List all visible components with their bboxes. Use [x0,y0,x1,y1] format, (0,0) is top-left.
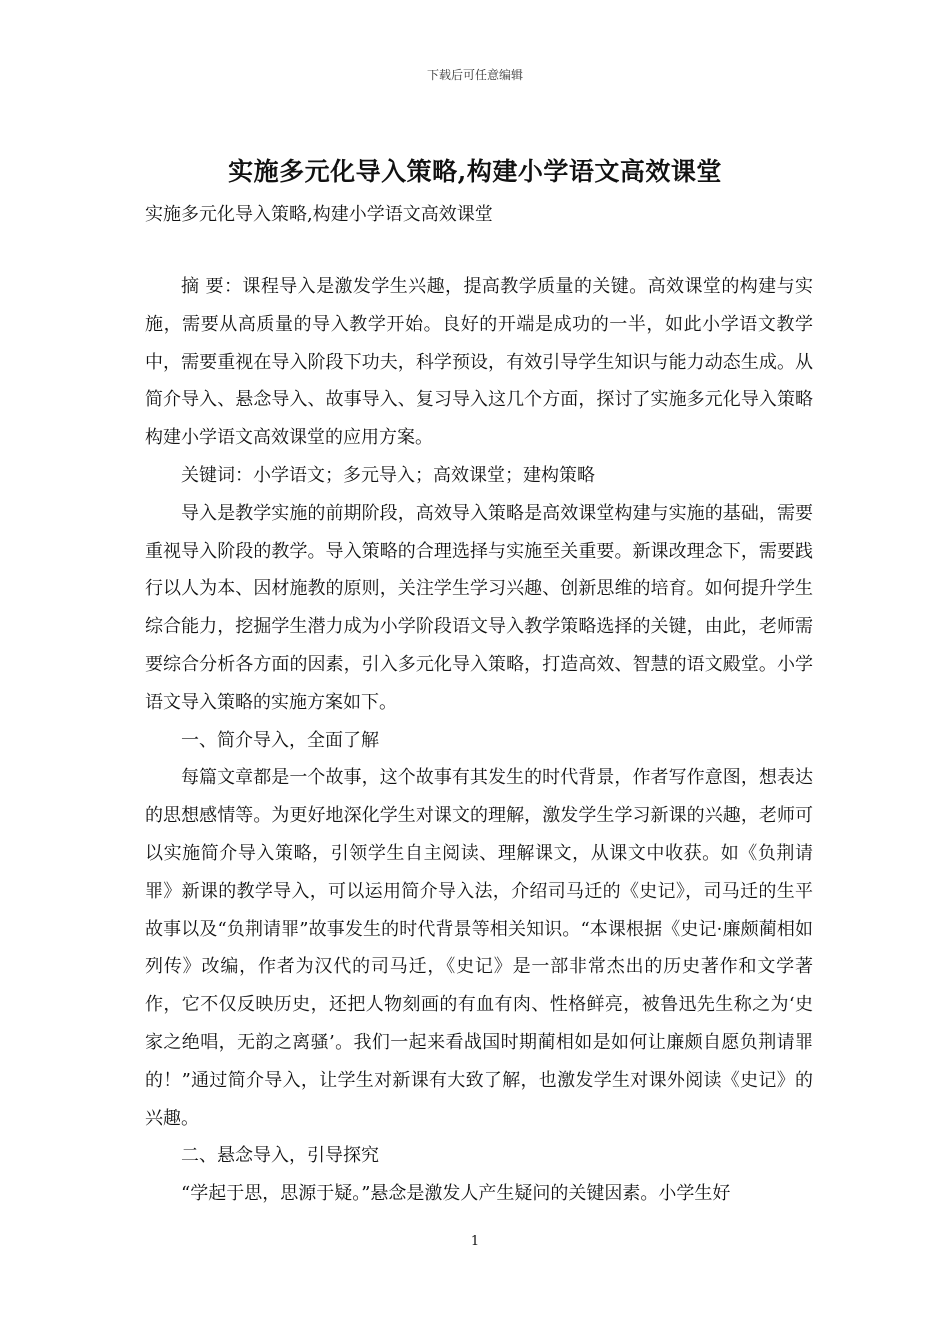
section-1-paragraph: 每篇文章都是一个故事，这个故事有其发生的时代背景，作者写作意图，想表达的思想感情等。为更好地深化学生对课文的理解，激发学生学习新课的兴趣，老师可以实施简介导入策略，引领学生自主阅读、理解课文，从课文中收获。如《负荆请罪》新课的教学导入，可以运用简介导入法，介绍司马迁的《史记》，司马迁的生平故事以及“负荆请罪”故事发生的时代背景等相关知识。“本课根据《史记·廉颇蔺相如列传》改编，作者为汉代的司马迁，《史记》是一部非常杰出的历史著作和文学著作，它不仅反映历史，还把人物刻画的有血有肉、性格鲜亮，被鲁迅先生称之为‘史家之绝唱，无韵之离骚’。我们一起来看战国时期蔺相如是如何让廉颇自愿负荆请罪的！”通过简介导入，让学生对新课有大致了解，也激发学生对课外阅读《史记》的兴趣。 [145,767,813,1129]
document-title: 实施多元化导入策略,构建小学语文高效课堂 [228,157,722,186]
section-2-paragraph: “学起于思，思源于疑。”悬念是激发人产生疑问的关键因素。小学生好 [181,1183,731,1205]
document-subtitle: 实施多元化导入策略,构建小学语文高效课堂 [145,204,493,225]
intro-paragraph: 导入是教学实施的前期阶段，高效导入策略是高效课堂构建与实施的基础，需要重视导入阶段的教学。导入策略的合理选择与实施至关重要。新课改理念下，需要践行以人为本、因材施教的原则，关注学生学习兴趣、创新思维的培育。如何提升学生综合能力，挖掘学生潜力成为小学阶段语文导入教学策略选择的关键，由此，老师需要综合分析各方面的因素，引入多元化导入策略，打造高效、智慧的语文殿堂。小学语文导入策略的实施方案如下。 [145,502,813,713]
page-header-note: 下载后可任意编辑 [426,68,523,82]
abstract-paragraph: 摘 要：课程导入是激发学生兴趣，提高教学质量的关键。高效课堂的构建与实施，需要从高质量的导入教学开始。良好的开端是成功的一半，如此小学语文教学中，需要重视在导入阶段下功夫，科学预设，有效引导学生知识与能力动态生成。从简介导入、悬念导入、故事导入、复习导入这几个方面，探讨了实施多元化导入策略构建小学语文高效课堂的应用方案。 [145,276,813,449]
section-heading-1: 一、简介导入，全面了解 [181,729,379,751]
section-heading-2: 二、悬念导入，引导探究 [181,1145,379,1167]
document-body [145,268,813,1213]
page-number: 1 [470,1234,480,1249]
keywords-paragraph: 关键词：小学语文；多元导入；高效课堂；建构策略 [181,464,595,486]
